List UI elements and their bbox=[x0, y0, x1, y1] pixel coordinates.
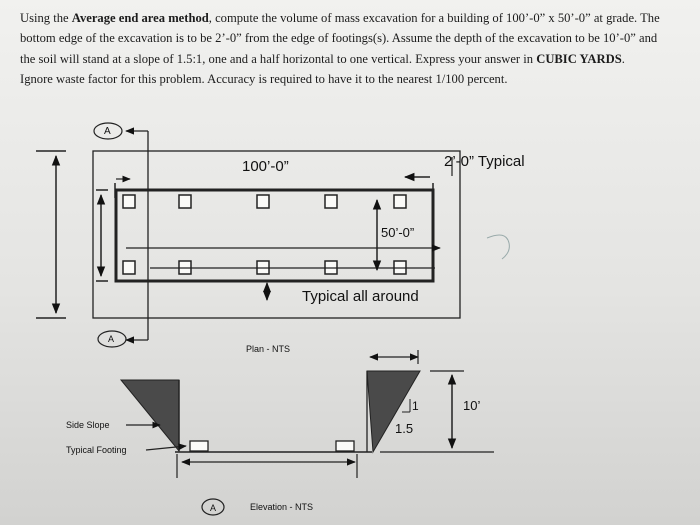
length-dimension bbox=[115, 177, 433, 198]
footings-top-row bbox=[123, 195, 406, 208]
pen-mark bbox=[487, 235, 509, 259]
typical-all-around-label: Typical all around bbox=[302, 288, 419, 305]
side-slope-left bbox=[121, 380, 179, 451]
building-height-dimension bbox=[96, 190, 108, 281]
elevation-caption: Elevation - NTS bbox=[250, 502, 314, 512]
footing-left bbox=[190, 441, 208, 451]
problem-bold-method: Average end area method bbox=[71, 11, 209, 25]
slope-vertical-label: 1 bbox=[412, 399, 419, 413]
footing-marker bbox=[123, 261, 135, 274]
elevation-view bbox=[121, 350, 494, 515]
side-slope-label: Side Slope bbox=[66, 420, 110, 430]
footing-marker bbox=[179, 195, 191, 208]
footing-marker bbox=[123, 195, 135, 208]
footing-right bbox=[336, 441, 354, 451]
plan-caption: Plan - NTS bbox=[246, 344, 291, 354]
elevation-section-marker-label: A bbox=[210, 503, 217, 513]
footing-marker bbox=[394, 195, 406, 208]
slope-horizontal-label: 1.5 bbox=[395, 421, 414, 436]
footing-marker bbox=[325, 195, 337, 208]
section-marker-bottom-label: A bbox=[108, 334, 115, 344]
footing-marker bbox=[257, 195, 269, 208]
problem-text-3: . Ignore waste factor for this problem. Accuracy is required to have it to the nearest 1/100 percent. bbox=[20, 51, 625, 86]
offset-dimension-label: 2’-0” Typical bbox=[444, 153, 525, 170]
problem-bold-units: CUBIC YARDS bbox=[536, 51, 622, 66]
typical-footing-label: Typical Footing bbox=[66, 445, 127, 455]
section-cut-line bbox=[126, 131, 148, 340]
width-dimension-label: 50’-0” bbox=[381, 225, 415, 240]
length-dimension-label: 100’-0” bbox=[242, 158, 289, 175]
problem-text-2: , compute the volume of mass excavation for a building of 100’-0” x 50’-0” at grade. The bottom edge of the excavation is to be 2’-0” from the edge of footings(s). Assume the depth of the excavation to be 10’-0” and the soil will stand at a slope of 1.5:1, one and a half horizontal to one vertical. Express your answer in bbox=[20, 11, 660, 66]
typical-footing-leader bbox=[146, 446, 186, 450]
problem-text-1: Using the bbox=[20, 11, 72, 25]
depth-label: 10’ bbox=[463, 398, 481, 413]
overall-height-dimension bbox=[36, 151, 66, 318]
section-marker-top-label: A bbox=[104, 126, 111, 137]
